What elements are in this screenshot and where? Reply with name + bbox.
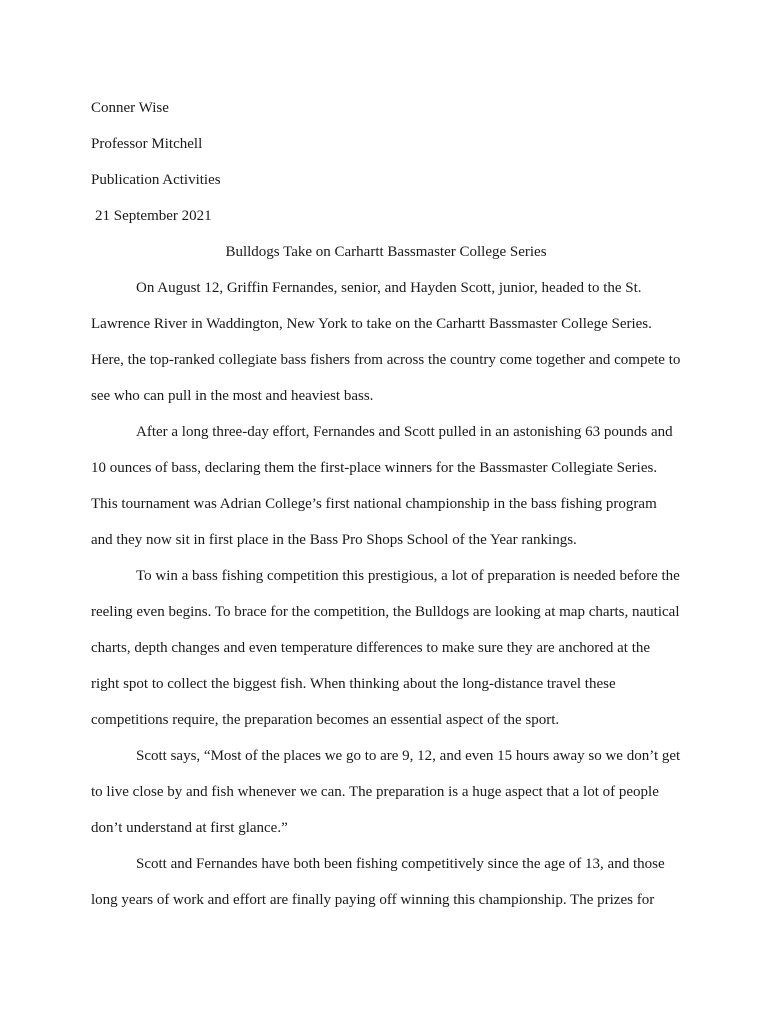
author-name: Conner Wise: [91, 100, 169, 116]
paragraph-5: Scott and Fernandes have both been fishing competitively since the age of 13, and those long years of work and effort are finally paying off winning this championship. The prizes for: [91, 856, 665, 908]
professor-name: Professor Mitchell: [91, 136, 203, 152]
course-name: Publication Activities: [91, 172, 221, 188]
document-date: 21 September 2021: [95, 208, 212, 224]
paragraph-3: To win a bass fishing competition this prestigious, a lot of preparation is needed before the reeling even begins. To brace for the competition, the Bulldogs are looking at map charts, nautical charts, depth changes and even temperature differences to make sure they are anchored at the right spot to collect the biggest fish. When thinking about the long-distance travel these competitions require, the preparation becomes an essential aspect of the sport.: [91, 568, 680, 728]
paragraph-1: On August 12, Griffin Fernandes, senior, and Hayden Scott, junior, headed to the St. Lawrence River in Waddington, New York to take on the Carhartt Bassmaster College Series. Here, the top-ranked collegiate bass fishers from across the country come together and compete to see who can pull in the most and heaviest bass.: [91, 280, 681, 404]
paragraph-2: After a long three-day effort, Fernandes and Scott pulled in an astonishing 63 pounds and 10 ounces of bass, declaring them the first-place winners for the Bassmaster Collegiate Series. This tournament was Adrian College’s first national championship in the bass fishing program and they now sit in first place in the Bass Pro Shops School of the Year rankings.: [91, 424, 673, 548]
article-title: Bulldogs Take on Carhartt Bassmaster College Series: [225, 244, 547, 260]
document-body: [91, 90, 681, 918]
paragraph-4: Scott says, “Most of the places we go to are 9, 12, and even 15 hours away so we don’t get to live close by and fish whenever we can. The preparation is a huge aspect that a lot of people don’t understand at first glance.”: [91, 748, 681, 836]
